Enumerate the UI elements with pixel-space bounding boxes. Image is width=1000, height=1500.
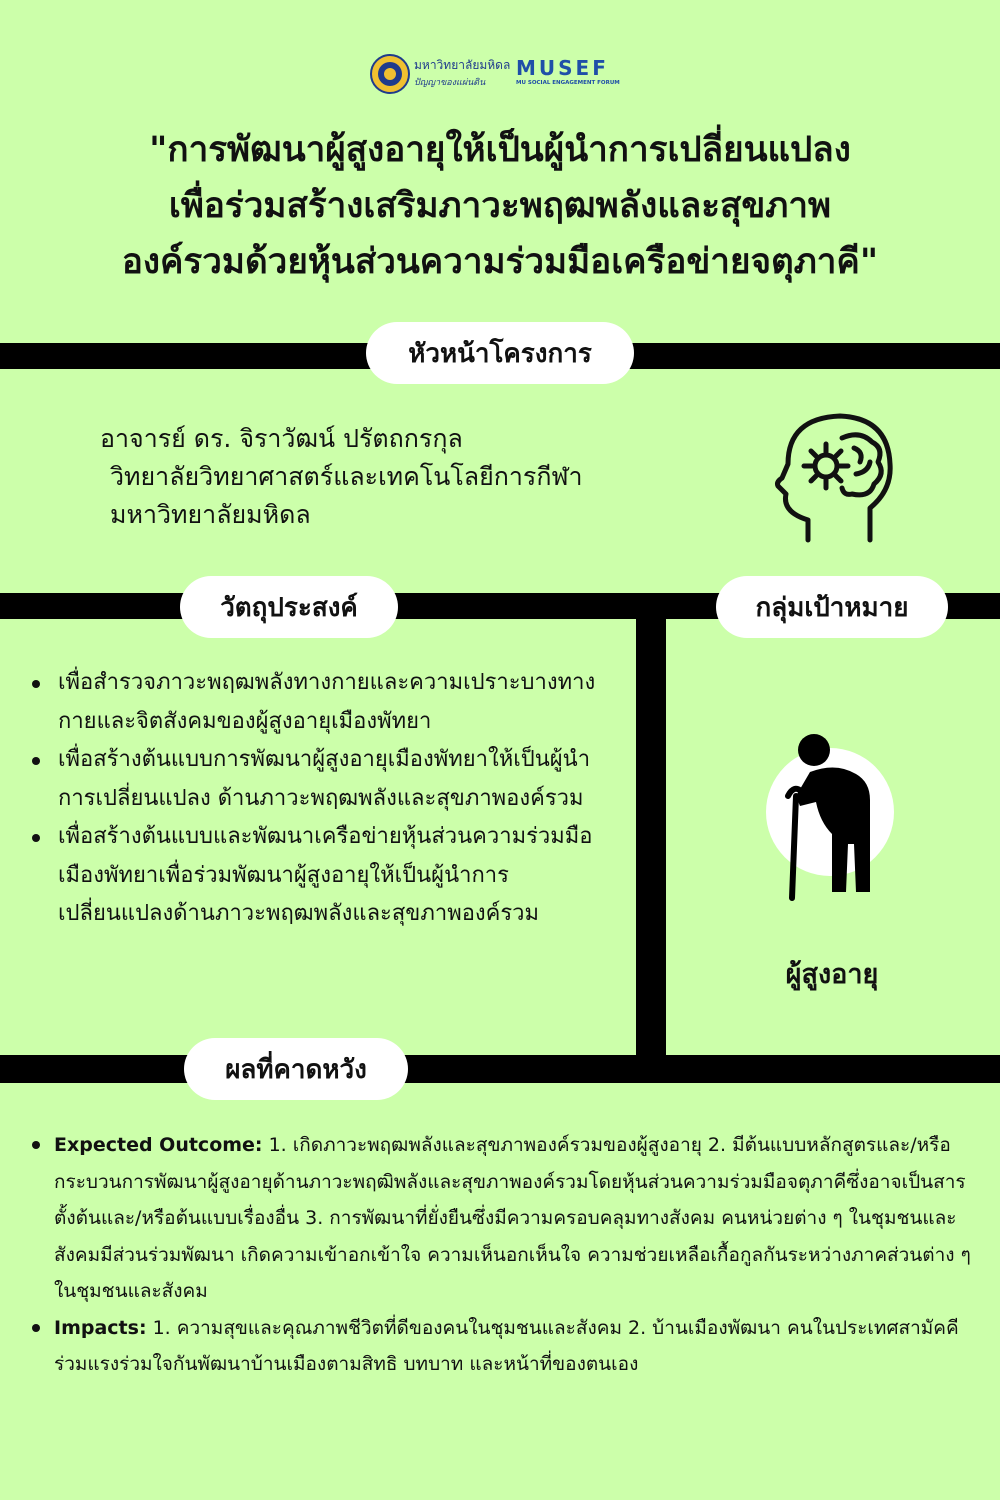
outcome-term: Expected Outcome:	[54, 1134, 263, 1156]
musef-forum-name: MU SOCIAL ENGAGEMENT FORUM	[516, 80, 620, 86]
title-line: "การพัฒนาผู้สูงอายุให้เป็นผู้นำการเปลี่ยนแปลง	[149, 130, 851, 170]
mahidol-seal-icon	[370, 54, 410, 94]
title-line: เพื่อร่วมสร้างเสริมภาวะพฤฒพลังและสุขภาพ	[168, 186, 832, 226]
target-label: ผู้สูงอายุ	[785, 959, 879, 990]
page-title	[40, 122, 960, 290]
university-name: มหาวิทยาลัยมหิดล	[414, 58, 511, 72]
divider-bar	[0, 1055, 1000, 1083]
list-item	[30, 1310, 982, 1383]
title-line: องค์รวมด้วยหุ้นส่วนความร่วมมือเครือข่ายจตุภาคี"	[121, 242, 879, 282]
outcome-text: 1. เกิดภาวะพฤฒพลังและสุขภาพองค์รวมของผู้สูงอายุ 2. มีต้นแบบหลักสูตรและ/หรือกระบวนการพัฒนาผู้สูงอายุด้านภาวะพฤฒิพลังและสุขภาพองค์รวมโดยหุ้นส่วนความร่วมมือจตุภาคีซึ่งอาจเป็นสารตั้งต้นและ/หรือต้นแบบเรื่องอื่น 3. การพัฒนาที่ยั่งยืนซึ่งมีความครอบคลุมทางสังคม คนหน่วยต่าง ๆ ในชุมชนและสังคมมีส่วนร่วมพัฒนา เกิดความเข้าอกเข้าใจ ความเห็นอกเห็นใจ ความช่วยเหลือเกื้อกูลกันระหว่างภาคส่วนต่าง ๆ ในชุมชนและสังคม	[54, 1134, 971, 1302]
objectives-list	[28, 664, 618, 934]
target-heading: กลุ่มเป้าหมาย	[716, 576, 948, 638]
leader-heading: หัวหน้าโครงการ	[366, 322, 634, 384]
header-logos	[370, 50, 640, 98]
university-motto: ปัญญาของแผ่นดิน	[414, 78, 486, 88]
outcomes-heading: ผลที่คาดหวัง	[184, 1038, 408, 1100]
musef-logo: MUSEF	[516, 56, 609, 80]
leader-university: มหาวิทยาลัยมหิดล	[110, 500, 311, 529]
leader-college: วิทยาลัยวิทยาศาสตร์และเทคโนโลยีการกีฬา	[110, 462, 583, 491]
objectives-heading: วัตถุประสงค์	[180, 576, 398, 638]
head-gear-brain-icon	[770, 408, 900, 548]
leader-name: อาจารย์ ดร. จิราวัฒน์ ปรัตถกรกุล	[100, 424, 463, 453]
list-item: เพื่อสำรวจภาวะพฤฒพลังทางกายและความเปราะบางทางกายและจิตสังคมของผู้สูงอายุเมืองพัทยา	[28, 664, 618, 741]
vertical-divider	[636, 593, 666, 1063]
outcome-text: 1. ความสุขและคุณภาพชีวิตที่ดีของคนในชุมชนและสังคม 2. บ้านเมืองพัฒนา คนในประเทศสามัคคี ร่วมแรงร่วมใจกันพัฒนาบ้านเมืองตามสิทธิ บทบาท และหน้าที่ของตนเอง	[54, 1316, 959, 1375]
outcome-term: Impacts:	[54, 1316, 147, 1339]
outcomes-list	[30, 1127, 982, 1383]
elderly-person-icon	[766, 722, 896, 902]
leader-info	[100, 420, 583, 534]
list-item: เพื่อสร้างต้นแบบการพัฒนาผู้สูงอายุเมืองพัทยาให้เป็นผู้นำการเปลี่ยนแปลง ด้านภาวะพฤฒพลังและสุขภาพองค์รวม	[28, 741, 618, 818]
list-item: เพื่อสร้างต้นแบบและพัฒนาเครือข่ายหุ้นส่วนความร่วมมือเมืองพัทยาเพื่อร่วมพัฒนาผู้สูงอายุให้เป็นผู้นำการเปลี่ยนแปลงด้านภาวะพฤฒพลังและสุขภาพองค์รวม	[28, 818, 618, 934]
list-item	[30, 1127, 982, 1310]
